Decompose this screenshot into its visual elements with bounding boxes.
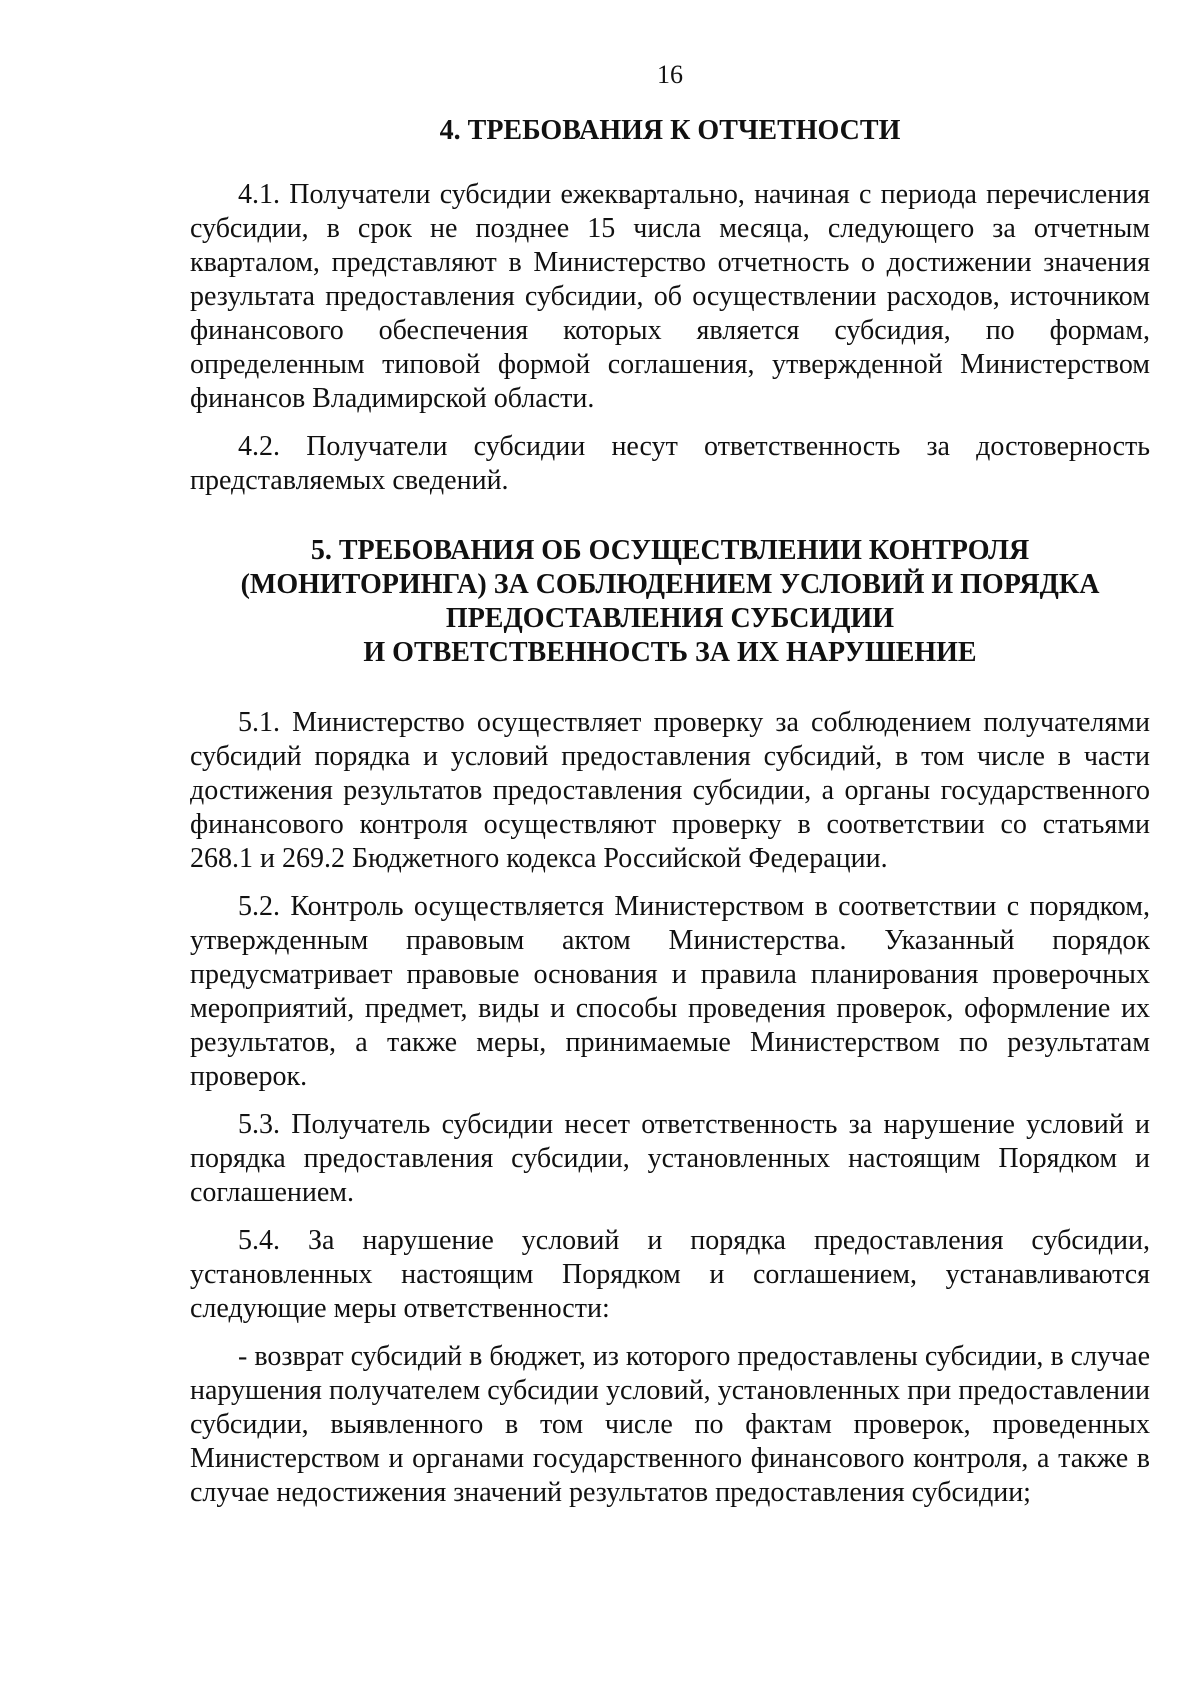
section-4-title: 4. ТРЕБОВАНИЯ К ОТЧЕТНОСТИ [439,115,901,146]
paragraph-5-4: 5.4. За нарушение условий и порядка предоставления субсидии, установленных настоящим Порядком и соглашением, устанавливаются следующие меры ответственности: [190,1225,1150,1324]
paragraph-4-1: 4.1. Получатели субсидии ежеквартально, начиная с периода перечисления субсидии, в срок не позднее 15 числа месяца, следующего за отчетным кварталом, представляют в Министерство отчетность о достижении значения результата предоставления субсидии, об осуществлении расходов, источником финансового обеспечения которых является субсидия, по формам, определенным типовой формой соглашения, утвержденной Министерством финансов Владимирской области. [190,179,1150,414]
paragraph-4-2: 4.2. Получатели субсидии несут ответственность за достоверность представляемых сведений. [190,431,1150,496]
paragraph-5-3: 5.3. Получатель субсидии несет ответственность за нарушение условий и порядка предоставления субсидии, установленных настоящим Порядком и соглашением. [190,1109,1150,1208]
document-page [190,60,1150,1524]
page-number: 16 [657,60,683,89]
section-5-title-line-1: 5. ТРЕБОВАНИЯ ОБ ОСУЩЕСТВЛЕНИИ КОНТРОЛЯ [310,535,1030,566]
section-5-title-line-3: ПРЕДОСТАВЛЕНИЯ СУБСИДИИ [445,603,895,634]
paragraph-5-1: 5.1. Министерство осуществляет проверку за соблюдением получателями субсидий порядка и условий предоставления субсидий, в том числе в части достижения результатов предоставления субсидии, а органы государственного финансового контроля осуществляют проверку в соответствии со статьями 268.1 и 269.2 Бюджетного кодекса Российской Федерации. [190,707,1150,874]
paragraph-5-2: 5.2. Контроль осуществляется Министерством в соответствии с порядком, утвержденным правовым актом Министерства. Указанный порядок предусматривает правовые основания и правила планирования проверочных мероприятий, предмет, виды и способы проведения проверок, оформление их результатов, а также меры, принимаемые Министерством по результатам проверок. [190,891,1150,1092]
section-5-title-line-4: И ОТВЕТСТВЕННОСТЬ ЗА ИХ НАРУШЕНИЕ [363,637,977,668]
section-5-title-line-2: (МОНИТОРИНГА) ЗА СОБЛЮДЕНИЕМ УСЛОВИЙ И ПОРЯДКА [240,569,1100,600]
section-5-title [190,534,1150,670]
paragraph-5-4-item-1: - возврат субсидий в бюджет, из которого предоставлены субсидии, в случае нарушения получателем субсидии условий, установленных при предоставлении субсидии, выявленного в том числе по фактам проверок, проведенных Министерством и органами государственного финансового контроля, а также в случае недостижения значений результатов предоставления субсидии; [190,1341,1150,1508]
